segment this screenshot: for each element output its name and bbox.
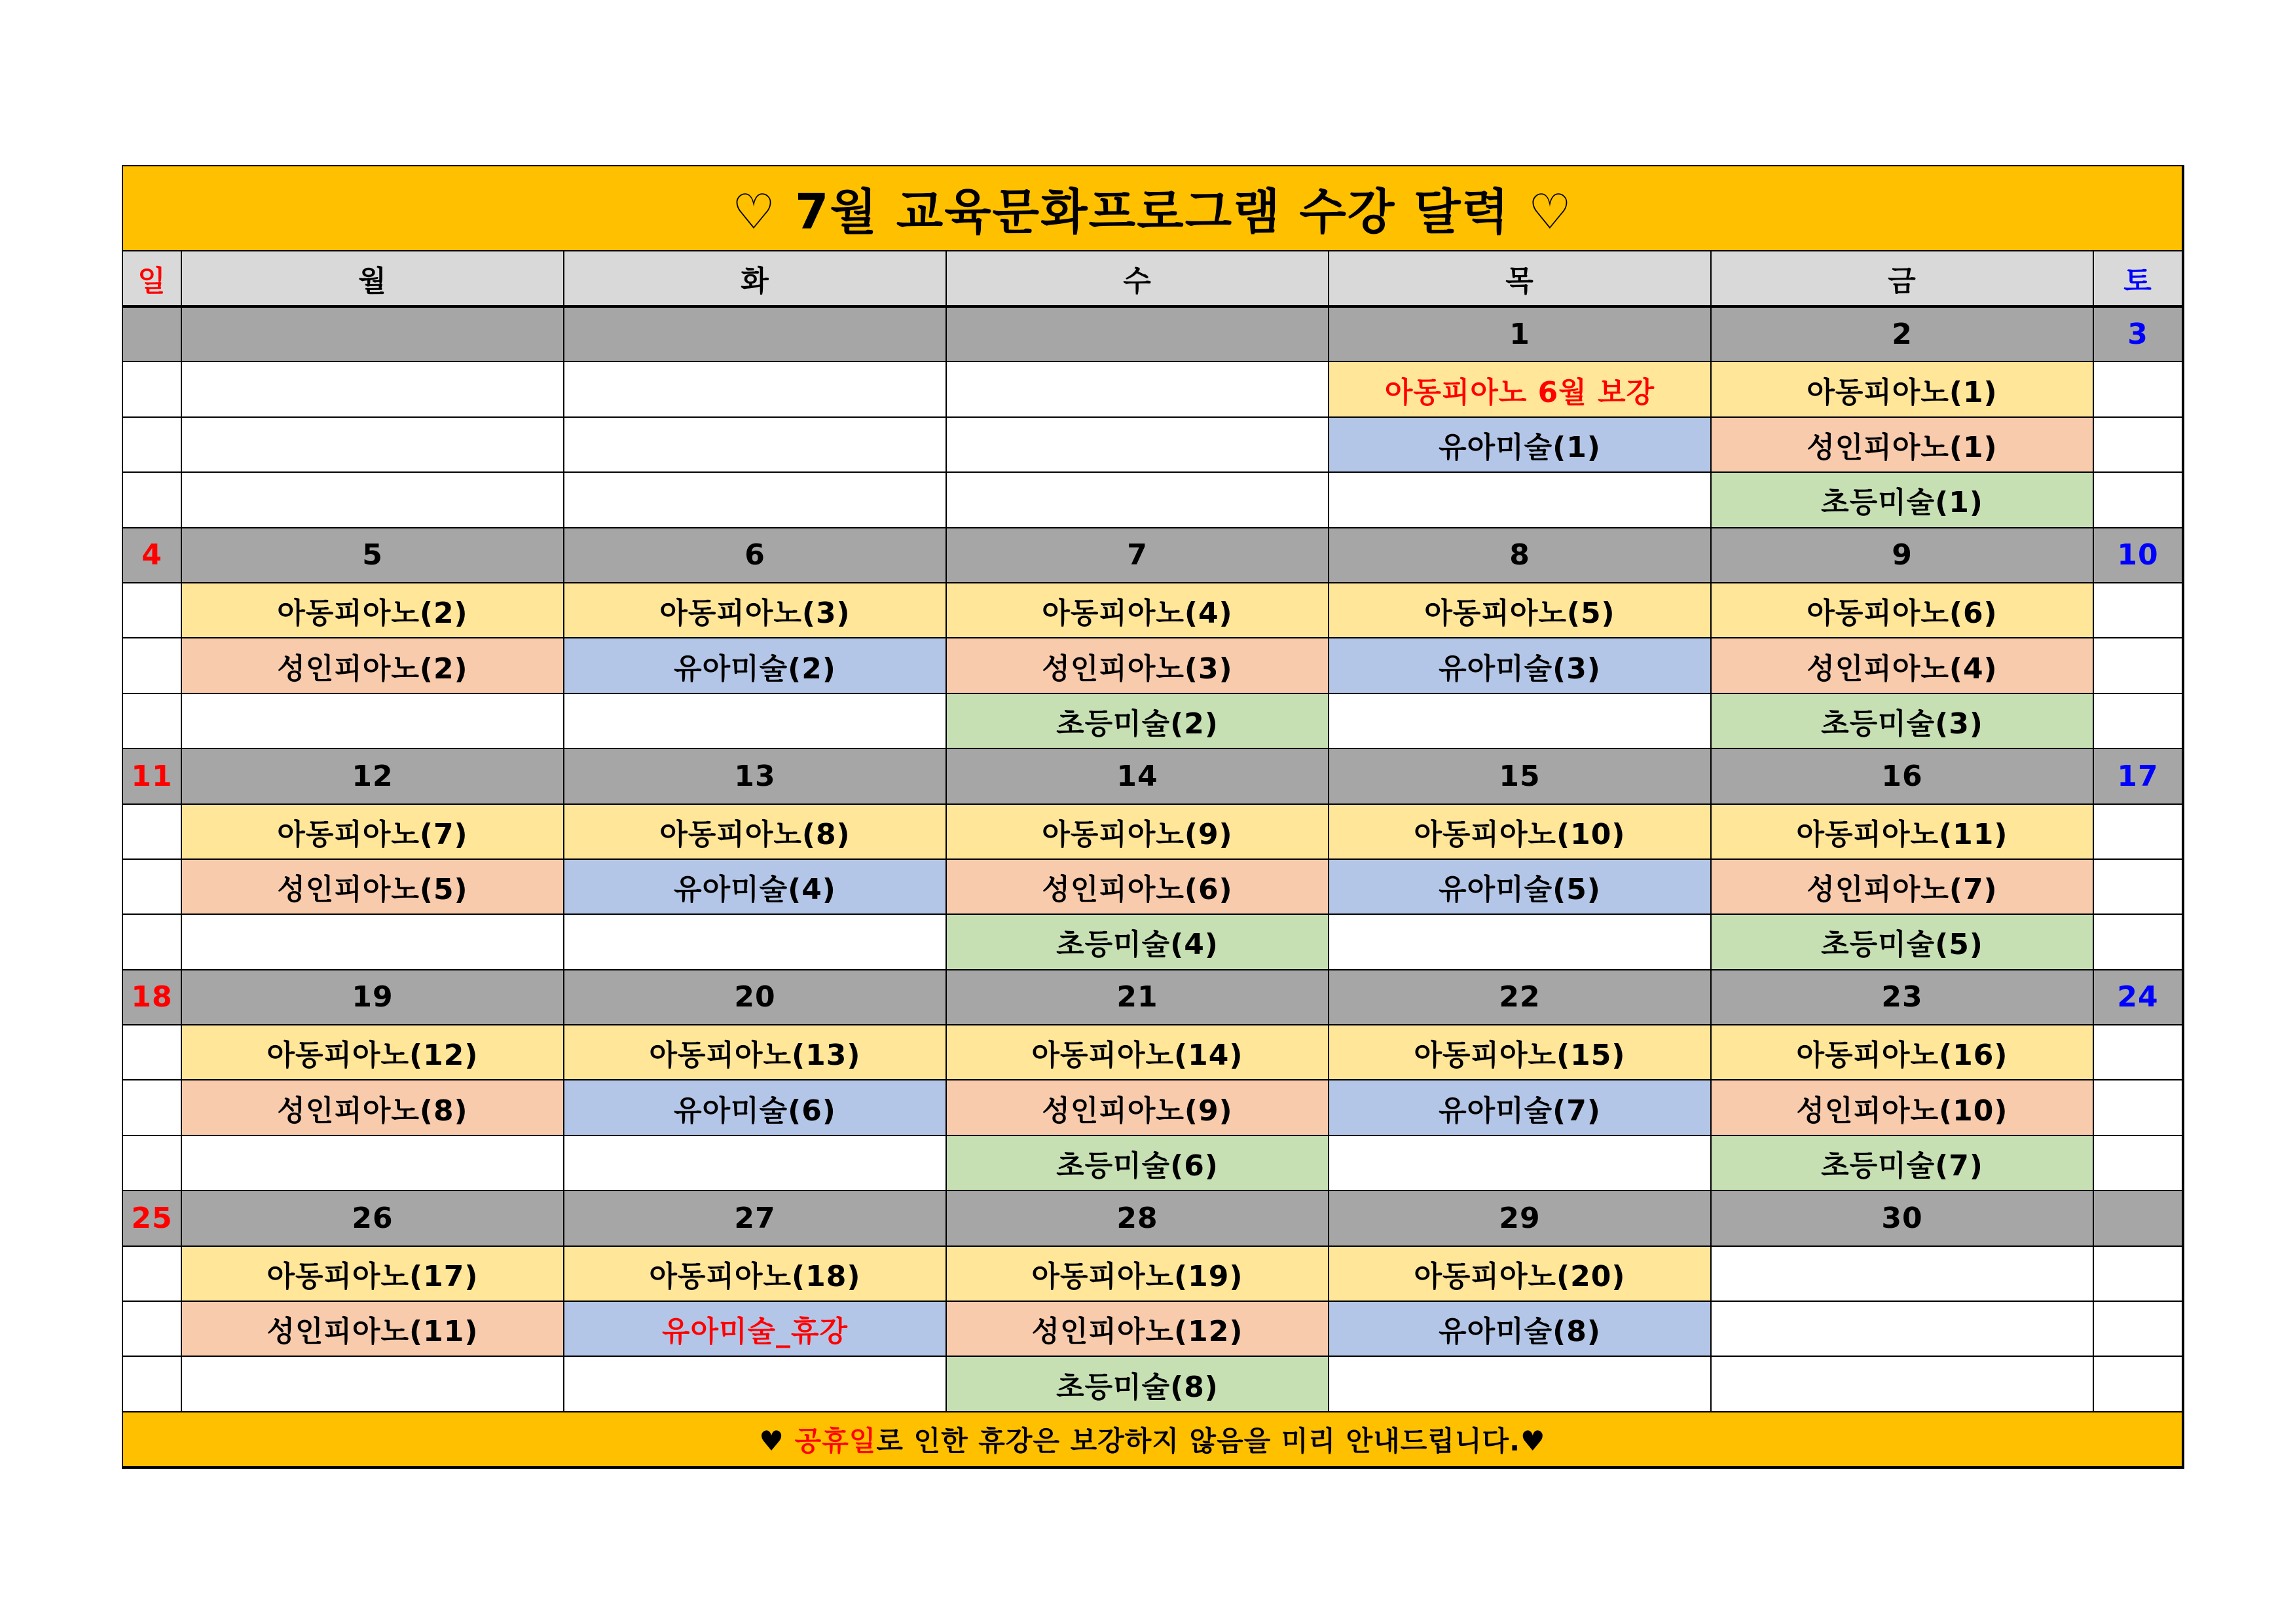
notice-row: [122, 1412, 2183, 1467]
class-session-cell: 초등미술(6): [946, 1135, 1329, 1190]
date-cell-sat: 17: [2093, 748, 2183, 803]
class-session-cell: [1711, 1301, 2093, 1356]
date-cell-sat: [2093, 1190, 2183, 1246]
class-session-cell: [564, 914, 946, 969]
class-session-cell: [564, 693, 946, 748]
class-session-cell: 아동피아노 6월 보강: [1329, 361, 1711, 416]
class-session-cell: [564, 417, 946, 472]
class-session-cell: 아동피아노(4): [946, 583, 1329, 638]
week-2-session-row: [122, 693, 2183, 748]
title-row: [122, 166, 2183, 251]
class-session-cell: 초등미술(8): [946, 1356, 1329, 1411]
week-1-session-row: [122, 361, 2183, 416]
class-session-cell: 초등미술(4): [946, 914, 1329, 969]
empty-cell: [2093, 1025, 2183, 1080]
date-cell-thu: 8: [1329, 528, 1711, 583]
week-4-session-row: [122, 1080, 2183, 1135]
class-session-cell: 아동피아노(13): [564, 1025, 946, 1080]
date-cell-mon: 26: [181, 1190, 564, 1246]
empty-cell: [2093, 859, 2183, 914]
class-session-cell: 유아미술_휴강: [564, 1301, 946, 1356]
empty-cell: [122, 417, 181, 472]
class-session-cell: [181, 361, 564, 416]
class-session-cell: 초등미술(7): [1711, 1135, 2093, 1190]
date-cell-fri: 30: [1711, 1190, 2093, 1246]
class-session-cell: 아동피아노(12): [181, 1025, 564, 1080]
class-session-cell: [1329, 472, 1711, 527]
class-session-cell: 아동피아노(15): [1329, 1025, 1711, 1080]
date-cell-thu: 1: [1329, 306, 1711, 361]
class-session-cell: 성인피아노(11): [181, 1301, 564, 1356]
class-session-cell: 성인피아노(8): [181, 1080, 564, 1135]
class-session-cell: 성인피아노(5): [181, 859, 564, 914]
date-cell-sun: 25: [122, 1190, 181, 1246]
date-cell-sat: 24: [2093, 970, 2183, 1025]
class-session-cell: 아동피아노(7): [181, 804, 564, 859]
empty-cell: [2093, 1246, 2183, 1301]
class-session-cell: 초등미술(5): [1711, 914, 2093, 969]
class-session-cell: [181, 914, 564, 969]
empty-cell: [122, 914, 181, 969]
empty-cell: [2093, 1356, 2183, 1411]
week-3-session-row: [122, 914, 2183, 969]
date-cell-mon: 12: [181, 748, 564, 803]
class-session-cell: 아동피아노(9): [946, 804, 1329, 859]
week-2-session-row: [122, 583, 2183, 638]
weekday-header-row: [122, 251, 2183, 306]
week-5-session-row: [122, 1301, 2183, 1356]
class-session-cell: [1711, 1356, 2093, 1411]
class-session-cell: [946, 417, 1329, 472]
notice-lead: ♥: [759, 1424, 795, 1457]
date-cell-sat: 10: [2093, 528, 2183, 583]
empty-cell: [2093, 693, 2183, 748]
class-session-cell: [1329, 1356, 1711, 1411]
week-4-session-row: [122, 1135, 2183, 1190]
weekday-header-tue: 화: [564, 251, 946, 306]
empty-cell: [122, 859, 181, 914]
empty-cell: [2093, 914, 2183, 969]
class-session-cell: 성인피아노(3): [946, 638, 1329, 693]
class-session-cell: 성인피아노(7): [1711, 859, 2093, 914]
class-session-cell: 아동피아노(11): [1711, 804, 2093, 859]
date-cell-wed: [946, 306, 1329, 361]
class-session-cell: 유아미술(3): [1329, 638, 1711, 693]
empty-cell: [2093, 638, 2183, 693]
class-session-cell: 아동피아노(16): [1711, 1025, 2093, 1080]
weekday-header-fri: 금: [1711, 251, 2093, 306]
weekday-header-sun: 일: [122, 251, 181, 306]
date-cell-wed: 28: [946, 1190, 1329, 1246]
date-cell-sun: 11: [122, 748, 181, 803]
class-session-cell: 유아미술(5): [1329, 859, 1711, 914]
class-session-cell: [181, 1356, 564, 1411]
class-session-cell: 아동피아노(14): [946, 1025, 1329, 1080]
week-3-date-row: [122, 748, 2183, 803]
week-1-date-row: [122, 306, 2183, 361]
class-session-cell: 초등미술(3): [1711, 693, 2093, 748]
week-2-session-row: [122, 638, 2183, 693]
date-cell-mon: 19: [181, 970, 564, 1025]
date-cell-tue: 27: [564, 1190, 946, 1246]
date-cell-tue: 6: [564, 528, 946, 583]
week-5-date-row: [122, 1190, 2183, 1246]
date-cell-tue: [564, 306, 946, 361]
date-cell-thu: 22: [1329, 970, 1711, 1025]
date-cell-wed: 14: [946, 748, 1329, 803]
class-session-cell: 아동피아노(1): [1711, 361, 2093, 416]
week-4-session-row: [122, 1025, 2183, 1080]
class-session-cell: [1711, 1246, 2093, 1301]
date-cell-thu: 29: [1329, 1190, 1711, 1246]
class-session-cell: [181, 472, 564, 527]
empty-cell: [2093, 804, 2183, 859]
date-cell-fri: 23: [1711, 970, 2093, 1025]
week-1-session-row: [122, 472, 2183, 527]
class-session-cell: 성인피아노(4): [1711, 638, 2093, 693]
empty-cell: [122, 1025, 181, 1080]
date-cell-fri: 2: [1711, 306, 2093, 361]
class-session-cell: 유아미술(2): [564, 638, 946, 693]
date-cell-mon: [181, 306, 564, 361]
week-2-date-row: [122, 528, 2183, 583]
class-session-cell: [946, 472, 1329, 527]
empty-cell: [122, 1301, 181, 1356]
class-session-cell: 성인피아노(12): [946, 1301, 1329, 1356]
class-session-cell: [1329, 693, 1711, 748]
class-session-cell: 아동피아노(5): [1329, 583, 1711, 638]
class-session-cell: 유아미술(1): [1329, 417, 1711, 472]
date-cell-thu: 15: [1329, 748, 1711, 803]
week-3-session-row: [122, 859, 2183, 914]
empty-cell: [2093, 361, 2183, 416]
weekday-header-thu: 목: [1329, 251, 1711, 306]
empty-cell: [2093, 1301, 2183, 1356]
class-session-cell: 아동피아노(17): [181, 1246, 564, 1301]
empty-cell: [122, 472, 181, 527]
empty-cell: [2093, 1135, 2183, 1190]
class-session-cell: 아동피아노(10): [1329, 804, 1711, 859]
week-5-session-row: [122, 1356, 2183, 1411]
empty-cell: [122, 583, 181, 638]
date-cell-wed: 7: [946, 528, 1329, 583]
class-session-cell: [564, 472, 946, 527]
class-session-cell: 아동피아노(6): [1711, 583, 2093, 638]
date-cell-wed: 21: [946, 970, 1329, 1025]
class-session-cell: [564, 1135, 946, 1190]
notice-text: 로 인한 휴강은 보강하지 않음을 미리 안내드립니다.♥: [876, 1424, 1546, 1457]
class-session-cell: [181, 693, 564, 748]
class-session-cell: [564, 361, 946, 416]
class-session-cell: 유아미술(8): [1329, 1301, 1711, 1356]
weekday-header-wed: 수: [946, 251, 1329, 306]
notice-highlight: 공휴일: [794, 1424, 877, 1457]
date-cell-tue: 13: [564, 748, 946, 803]
class-session-cell: 아동피아노(18): [564, 1246, 946, 1301]
empty-cell: [122, 361, 181, 416]
empty-cell: [122, 1135, 181, 1190]
week-5-session-row: [122, 1246, 2183, 1301]
empty-cell: [2093, 583, 2183, 638]
date-cell-fri: 9: [1711, 528, 2093, 583]
empty-cell: [122, 804, 181, 859]
week-1-session-row: [122, 417, 2183, 472]
empty-cell: [122, 1080, 181, 1135]
date-cell-sun: [122, 306, 181, 361]
calendar-table: [122, 165, 2184, 1469]
class-session-cell: 아동피아노(3): [564, 583, 946, 638]
empty-cell: [2093, 417, 2183, 472]
empty-cell: [122, 1246, 181, 1301]
empty-cell: [2093, 472, 2183, 527]
date-cell-sun: 18: [122, 970, 181, 1025]
class-session-cell: 유아미술(7): [1329, 1080, 1711, 1135]
class-session-cell: [181, 1135, 564, 1190]
calendar-title: ♡ 7월 교육문화프로그램 수강 달력 ♡: [122, 166, 2183, 251]
class-session-cell: 유아미술(4): [564, 859, 946, 914]
class-session-cell: 아동피아노(19): [946, 1246, 1329, 1301]
class-session-cell: 아동피아노(8): [564, 804, 946, 859]
class-session-cell: [946, 361, 1329, 416]
holiday-notice: [122, 1412, 2183, 1467]
class-session-cell: 초등미술(1): [1711, 472, 2093, 527]
date-cell-sun: 4: [122, 528, 181, 583]
class-session-cell: [1329, 914, 1711, 969]
class-session-cell: 아동피아노(20): [1329, 1246, 1711, 1301]
empty-cell: [2093, 1080, 2183, 1135]
class-session-cell: 성인피아노(9): [946, 1080, 1329, 1135]
date-cell-sat: 3: [2093, 306, 2183, 361]
week-3-session-row: [122, 804, 2183, 859]
class-session-cell: 초등미술(2): [946, 693, 1329, 748]
class-session-cell: 성인피아노(10): [1711, 1080, 2093, 1135]
week-4-date-row: [122, 970, 2183, 1025]
class-session-cell: [181, 417, 564, 472]
class-session-cell: 성인피아노(2): [181, 638, 564, 693]
class-session-cell: [1329, 1135, 1711, 1190]
class-session-cell: 성인피아노(1): [1711, 417, 2093, 472]
date-cell-mon: 5: [181, 528, 564, 583]
class-session-cell: 유아미술(6): [564, 1080, 946, 1135]
class-session-cell: 아동피아노(2): [181, 583, 564, 638]
date-cell-tue: 20: [564, 970, 946, 1025]
weekday-header-sat: 토: [2093, 251, 2183, 306]
empty-cell: [122, 638, 181, 693]
empty-cell: [122, 1356, 181, 1411]
weekday-header-mon: 월: [181, 251, 564, 306]
empty-cell: [122, 693, 181, 748]
class-session-cell: 성인피아노(6): [946, 859, 1329, 914]
date-cell-fri: 16: [1711, 748, 2093, 803]
class-session-cell: [564, 1356, 946, 1411]
